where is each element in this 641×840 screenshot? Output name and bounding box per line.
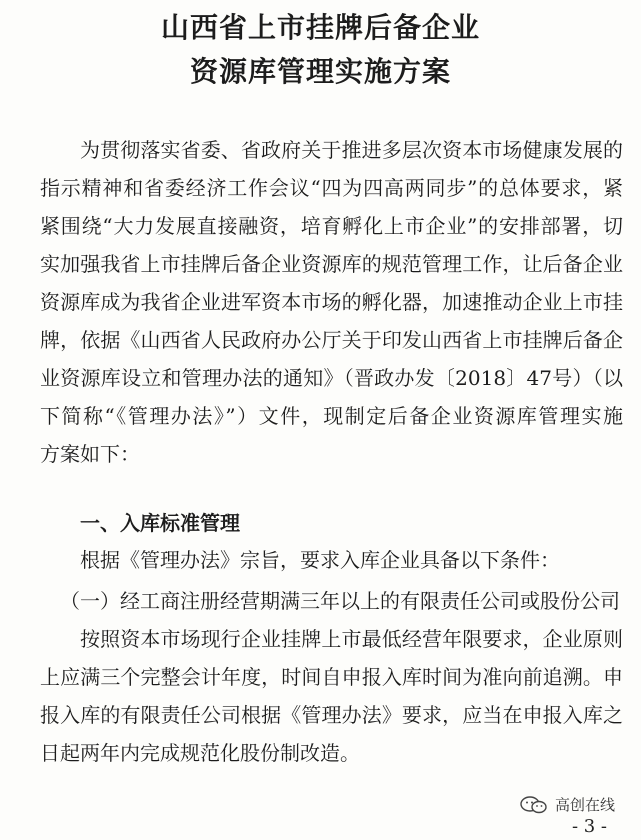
- paragraph-1-line: 牌，依据《山西省人民政府办公厅关于印发山西省上市挂牌后备企: [40, 328, 623, 352]
- paragraph-1-line: 为贯彻落实省委、省政府关于推进多层次资本市场健康发展的: [80, 138, 623, 162]
- watermark-text: 高创在线: [554, 796, 615, 814]
- paragraph-3-line: 日起两年内完成规范化股份制改造。: [40, 741, 360, 765]
- paragraph-2: 根据《管理办法》宗旨，要求入库企业具备以下条件：: [80, 548, 560, 572]
- paragraph-1-line: 方案如下：: [40, 442, 140, 466]
- page-number: - 3 -: [571, 816, 607, 837]
- section-heading: 一、入库标准管理: [80, 511, 240, 535]
- paragraph-3-line: 报入库的有限责任公司根据《管理办法》要求，应当在申报入库之: [40, 703, 623, 727]
- subheading: （一）经工商注册经营期满三年以上的有限责任公司或股份公司: [60, 589, 620, 613]
- paragraph-3-line: 上应满三个完整会计年度，时间自申报入库时间为准向前追溯。申: [40, 665, 623, 689]
- paragraph-1-line: 实加强我省上市挂牌后备企业资源库的规范管理工作，让后备企业: [40, 252, 623, 276]
- paragraph-1-line: 指示精神和省委经济工作会议“四为四高两同步”的总体要求，紧: [40, 176, 623, 200]
- paragraph-1-line: 资源库成为我省企业进军资本市场的孵化器，加速推动企业上市挂: [40, 290, 623, 314]
- paragraph-1-line: 紧围绕“大力发展直接融资，培育孵化上市企业”的安排部署，切: [40, 214, 623, 238]
- paragraph-1-line: 下简称“《管理办法》”）文件，现制定后备企业资源库管理实施: [40, 404, 623, 428]
- paragraph-3-line: 按照资本市场现行企业挂牌上市最低经营年限要求，企业原则: [80, 627, 623, 651]
- document-title-line-1: 山西省上市挂牌后备企业: [160, 11, 480, 44]
- wechat-icon: [519, 795, 549, 815]
- paragraph-1-line: 业资源库设立和管理办法的通知》（晋政办发〔2018〕47号）（以: [40, 366, 623, 390]
- document-title-line-2: 资源库管理实施方案: [189, 55, 451, 88]
- watermark: [519, 794, 615, 815]
